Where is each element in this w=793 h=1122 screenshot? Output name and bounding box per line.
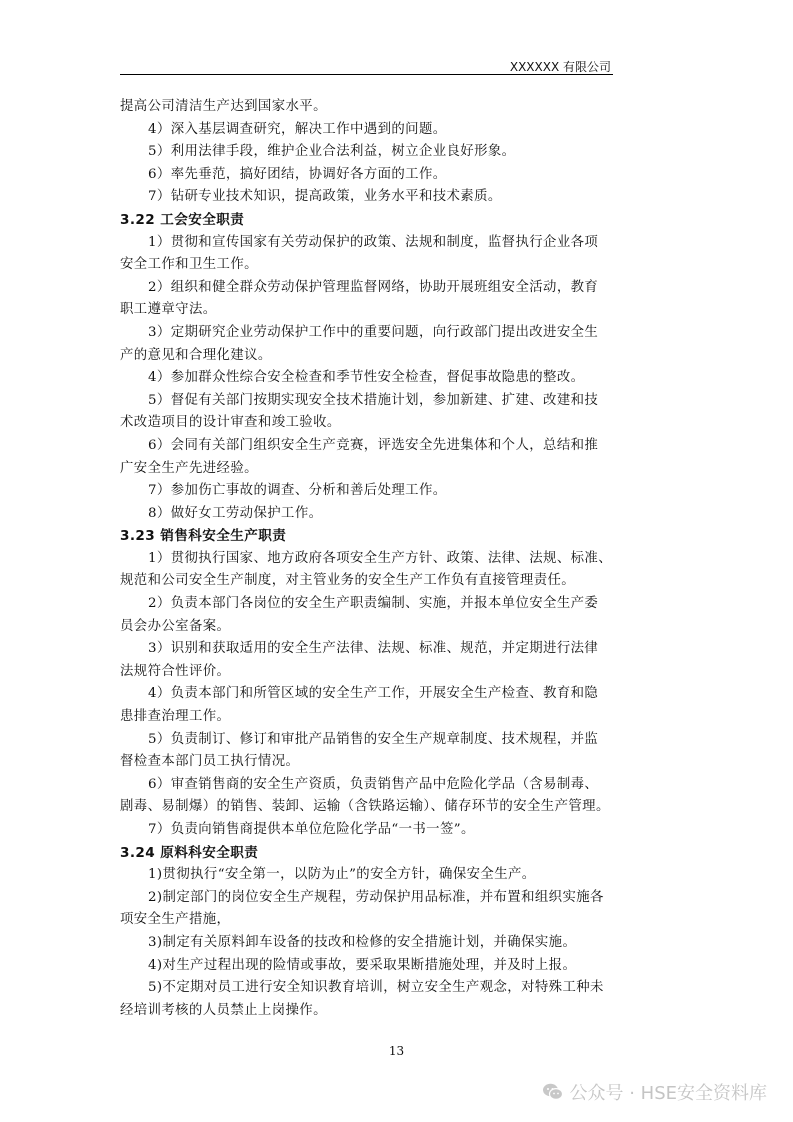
text-line: 1)贯彻执行“安全第一，以防为止”的安全方针，确保安全生产。 bbox=[148, 867, 536, 883]
text-line: 7）钻研专业技术知识，提高政策，业务水平和技术素质。 bbox=[148, 189, 502, 205]
document-body bbox=[120, 96, 676, 1022]
watermark bbox=[542, 1079, 768, 1105]
wechat-icon bbox=[542, 1082, 564, 1102]
text-line: 4）负责本部门和所管区域的安全生产工作，开展安全生产检查、教育和隐 bbox=[148, 686, 599, 702]
text-line: 2)制定部门的岗位安全生产规程，劳动保护用品标准，并布置和组织实施各 bbox=[148, 889, 604, 905]
text-line: 规范和公司安全生产制度，对主管业务的安全生产工作负有直接管理责任。 bbox=[120, 573, 576, 589]
text-line: 6）会同有关部门组织安全生产竞赛，评选安全先进集体和个人，总结和推 bbox=[148, 437, 599, 453]
text-line: 广安全生产先进经验。 bbox=[120, 460, 258, 476]
text-line: 提高公司清洁生产达到国家水平。 bbox=[120, 99, 327, 114]
text-line: 7）参加伤亡事故的调查、分析和善后处理工作。 bbox=[148, 483, 447, 499]
text-line: 1）贯彻和宣传国家有关劳动保护的政策、法规和制度，监督执行企业各项 bbox=[148, 234, 599, 250]
text-line: 1）贯彻执行国家、地方政府各项安全生产方针、政策、法律、法规、标准、 bbox=[148, 550, 613, 566]
text-line: 经培训考核的人员禁止上岗操作。 bbox=[120, 1002, 327, 1018]
text-line: 5）利用法律手段，维护企业合法利益，树立企业良好形象。 bbox=[148, 144, 516, 160]
text-line: 3)制定有关原料卸车设备的技改和检修的安全措施计划，并确保实施。 bbox=[148, 934, 577, 950]
text-line: 6）率先垂范，搞好团结，协调好各方面的工作。 bbox=[148, 166, 447, 182]
text-line: 5）负责制订、修订和审批产品销售的安全生产规章制度、技术规程，并监 bbox=[148, 731, 599, 747]
text-line: 产的意见和合理化建议。 bbox=[120, 347, 272, 363]
text-line: 2）组织和健全群众劳动保护管理监督网络，协助开展班组安全活动，教育 bbox=[148, 279, 599, 295]
text-line: 8）做好女工劳动保护工作。 bbox=[148, 505, 323, 521]
text-line: 6）审查销售商的安全生产资质，负责销售产品中危险化学品（含易制毒、 bbox=[148, 776, 599, 792]
text-line: 项安全生产措施， bbox=[120, 912, 231, 928]
text-line: 3）识别和获取适用的安全生产法律、法规、标准、规范，并定期进行法律 bbox=[148, 641, 599, 657]
text-line: 术改造项目的设计审查和竣工验收。 bbox=[120, 415, 341, 431]
text-line: 5）督促有关部门按期实现安全技术措施计划，参加新建、扩建、改建和技 bbox=[148, 392, 599, 408]
text-line: 督检查本部门员工执行情况。 bbox=[120, 754, 300, 770]
text-line: 4）深入基层调查研究，解决工作中遇到的问题。 bbox=[148, 121, 447, 137]
watermark-text: 公众号 · HSE安全资料库 bbox=[569, 1083, 767, 1104]
text-line: 4）参加群众性综合安全检查和季节性安全检查，督促事故隐患的整改。 bbox=[148, 370, 585, 386]
text-line: 职工遵章守法。 bbox=[120, 302, 217, 318]
section-heading: 3.22 工会安全职责 bbox=[120, 211, 245, 228]
text-line: 员会办公室备案。 bbox=[120, 618, 231, 634]
company-name: XXXXXX 有限公司 bbox=[509, 60, 611, 74]
page-header bbox=[120, 56, 613, 75]
section-heading: 3.24 原料科安全职责 bbox=[120, 844, 259, 861]
text-line: 法规符合性评价。 bbox=[120, 663, 231, 679]
text-line: 7）负责向销售商提供本单位危险化学品“一书一签”。 bbox=[148, 822, 475, 837]
page-number: 13 bbox=[388, 1044, 405, 1058]
text-line: 3）定期研究企业劳动保护工作中的重要问题，向行政部门提出改进安全生 bbox=[148, 324, 599, 340]
text-line: 4)对生产过程出现的险情或事故，要采取果断措施处理，并及时上报。 bbox=[148, 957, 577, 973]
text-line: 5)不定期对员工进行安全知识教育培训，树立安全生产观念，对特殊工种未 bbox=[148, 980, 604, 996]
section-heading: 3.23 销售科安全生产职责 bbox=[120, 528, 287, 545]
text-line: 剧毒、易制爆）的销售、装卸、运输（含铁路运输）、储存环节的安全生产管理。 bbox=[120, 799, 610, 815]
text-line: 患排查治理工作。 bbox=[120, 709, 231, 725]
text-line: 安全工作和卫生工作。 bbox=[120, 257, 258, 273]
text-line: 2）负责本部门各岗位的安全生产职责编制、实施，并报本单位安全生产委 bbox=[148, 596, 599, 612]
